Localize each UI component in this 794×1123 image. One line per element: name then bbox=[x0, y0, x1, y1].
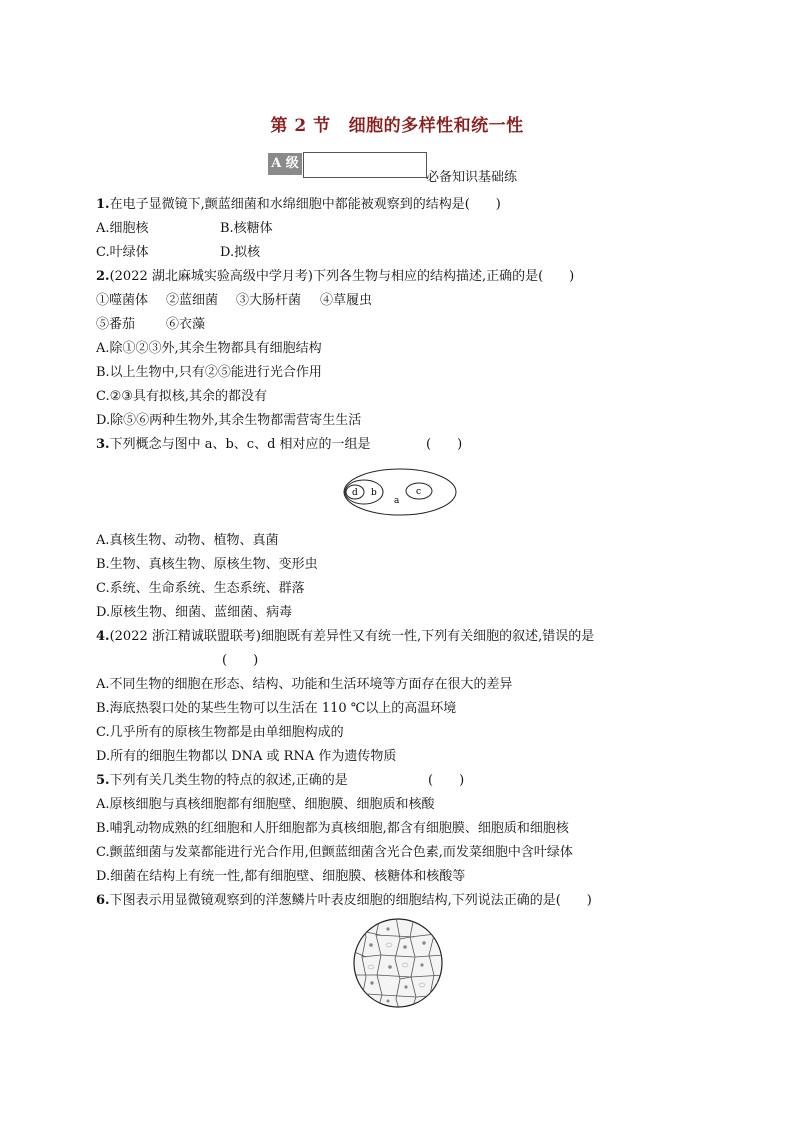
level-tag: A 级 bbox=[268, 153, 302, 175]
question-2-option-d: D.除⑤⑥两种生物外,其余生物都需营寄生生活 bbox=[96, 413, 362, 428]
question-3-option-d: D.原核生物、细菌、蓝细菌、病毒 bbox=[96, 605, 293, 620]
question-4-option-d: D.所有的细胞生物都以 DNA 或 RNA 作为遗传物质 bbox=[96, 749, 397, 764]
question-6-stem: 6.下图表示用显微镜观察到的洋葱鳞片叶表皮细胞的细胞结构,下列说法正确的是( ) bbox=[96, 893, 592, 908]
question-2-option-c: C.②③具有拟核,其余的都没有 bbox=[96, 389, 268, 404]
label-c: c bbox=[416, 487, 422, 497]
option-c: C.叶绿体 bbox=[96, 245, 149, 260]
question-1-stem: 1.在电子显微镜下,颤蓝细菌和水绵细胞中都能被观察到的结构是( ) bbox=[96, 197, 501, 212]
option-d: D.拟核 bbox=[220, 245, 261, 260]
question-3-option-b: B.生物、真核生物、原核生物、变形虫 bbox=[96, 557, 318, 572]
label-b: b bbox=[371, 488, 377, 498]
microscope-cell-image bbox=[352, 917, 444, 1009]
section-number: 第 2 节 bbox=[270, 116, 331, 136]
level-box bbox=[303, 152, 427, 178]
question-3-answer-paren: ( ) bbox=[426, 437, 463, 452]
question-5-stem: 5.下列有关几类生物的特点的叙述,正确的是 bbox=[96, 773, 348, 788]
page-title bbox=[0, 111, 794, 136]
question-5-option-b: B.哺乳动物成熟的红细胞和人肝细胞都为真核细胞,都含有细胞膜、细胞质和细胞核 bbox=[96, 821, 569, 836]
question-2-stem: 2.(2022 湖北麻城实验高级中学月考)下列各生物与相应的结构描述,正确的是( ) bbox=[96, 269, 575, 284]
question-5-option-c: C.颤蓝细菌与发菜都能进行光合作用,但颤蓝细菌含光合色素,而发菜细胞中含叶绿体 bbox=[96, 845, 573, 860]
question-3-option-c: C.系统、生命系统、生态系统、群落 bbox=[96, 581, 305, 596]
question-4-stem: 4.(2022 浙江精诚联盟联考)细胞既有差异性又有统一性,下列有关细胞的叙述,错误的是 bbox=[96, 629, 595, 644]
question-4-option-a: A.不同生物的细胞在形态、结构、功能和生活环境等方面存在很大的差异 bbox=[96, 677, 513, 692]
question-2-items-row2: ⑤番茄 ⑥衣藻 bbox=[96, 317, 206, 332]
label-a: a bbox=[394, 496, 400, 506]
question-2-option-b: B.以上生物中,只有②⑤能进行光合作用 bbox=[96, 365, 322, 380]
question-5-option-d: D.细菌在结构上有统一性,都有细胞壁、细胞膜、核糖体和核酸等 bbox=[96, 869, 466, 884]
question-5-answer-paren: ( ) bbox=[428, 773, 465, 788]
question-5-option-a: A.原核细胞与真核细胞都有细胞壁、细胞膜、细胞质和核酸 bbox=[96, 797, 435, 812]
question-3-option-a: A.真核生物、动物、植物、真菌 bbox=[96, 533, 279, 548]
label-d: d bbox=[352, 488, 358, 498]
question-1-options-row2 bbox=[96, 244, 261, 262]
option-a: A.细胞核 bbox=[96, 221, 149, 236]
question-4-option-b: B.海底热裂口处的某些生物可以生活在 110 ℃以上的高温环境 bbox=[96, 701, 457, 716]
question-2-items-row1: ①噬菌体 ②蓝细菌 ③大肠杆菌 ④草履虫 bbox=[96, 293, 373, 308]
level-text: 必备知识基础练 bbox=[426, 170, 518, 185]
question-1-options-row1 bbox=[96, 220, 273, 238]
question-3-stem: 3.下列概念与图中 a、b、c、d 相对应的一组是 bbox=[96, 437, 371, 452]
ellipse-a bbox=[344, 469, 456, 515]
concept-diagram bbox=[342, 467, 458, 517]
option-b: B.核糖体 bbox=[220, 221, 273, 236]
question-4-option-c: C.几乎所有的原核生物都是由单细胞构成的 bbox=[96, 725, 344, 740]
question-4-answer-paren: ( ) bbox=[222, 653, 259, 668]
level-banner bbox=[268, 152, 568, 185]
section-title: 细胞的多样性和统一性 bbox=[348, 116, 524, 136]
question-2-option-a: A.除①②③外,其余生物都具有细胞结构 bbox=[96, 341, 322, 356]
